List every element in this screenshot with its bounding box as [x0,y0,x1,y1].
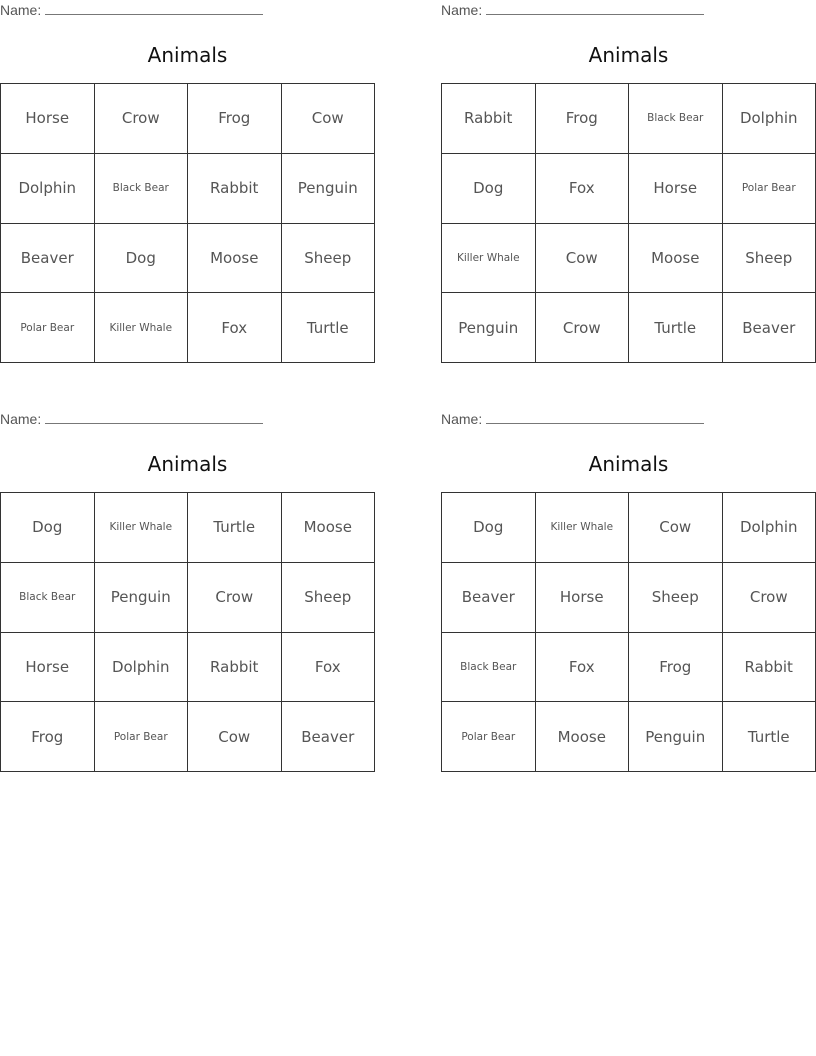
bingo-grid [441,83,816,363]
name-blank-line[interactable] [45,0,263,15]
bingo-cell: Horse [536,563,630,633]
bingo-card-2 [441,0,816,365]
bingo-grid [0,83,375,363]
bingo-grid [0,492,375,772]
bingo-cell: Killer Whale [536,493,630,563]
bingo-cell: Dolphin [723,493,816,563]
card-title: Animals [147,452,228,476]
bingo-cell: Frog [1,702,95,772]
bingo-cell: Horse [629,154,723,224]
bingo-cell: Cow [536,224,630,294]
bingo-card-3 [0,409,375,774]
bingo-cell: Crow [723,563,816,633]
bingo-cell: Fox [188,293,282,363]
bingo-cell: Sheep [282,563,376,633]
name-field[interactable] [441,0,711,20]
name-blank-line[interactable] [486,409,704,424]
bingo-cell: Rabbit [442,84,536,154]
bingo-cell: Frog [188,84,282,154]
name-field[interactable] [0,409,270,429]
bingo-cell: Black Bear [95,154,189,224]
bingo-cell: Dog [442,493,536,563]
bingo-cell: Cow [282,84,376,154]
bingo-cell: Rabbit [723,633,816,703]
bingo-cell: Black Bear [442,633,536,703]
bingo-cell: Moose [629,224,723,294]
bingo-cell: Fox [536,633,630,703]
bingo-cell: Penguin [629,702,723,772]
bingo-cell: Turtle [188,493,282,563]
name-field[interactable] [0,0,270,20]
card-title: Animals [588,43,669,67]
bingo-cell: Sheep [629,563,723,633]
bingo-cell: Killer Whale [95,293,189,363]
bingo-cell: Polar Bear [723,154,816,224]
bingo-cell: Horse [1,84,95,154]
bingo-cell: Moose [282,493,376,563]
card-title: Animals [588,452,669,476]
bingo-cell: Fox [536,154,630,224]
name-blank-line[interactable] [45,409,263,424]
bingo-cell: Rabbit [188,633,282,703]
name-blank-line[interactable] [486,0,704,15]
bingo-cell: Crow [188,563,282,633]
bingo-cell: Sheep [282,224,376,294]
bingo-cell: Beaver [442,563,536,633]
bingo-cell: Killer Whale [442,224,536,294]
bingo-cell: Cow [188,702,282,772]
bingo-cell: Fox [282,633,376,703]
name-label: Name: [441,2,483,18]
bingo-cell: Dolphin [1,154,95,224]
card-title: Animals [147,43,228,67]
bingo-cell: Penguin [95,563,189,633]
bingo-cell: Crow [95,84,189,154]
bingo-cell: Polar Bear [442,702,536,772]
bingo-cell: Cow [629,493,723,563]
bingo-cell: Dog [95,224,189,294]
bingo-cell: Dog [1,493,95,563]
bingo-cell: Turtle [282,293,376,363]
bingo-card-4 [441,409,816,774]
name-label: Name: [441,411,483,427]
bingo-cell: Frog [536,84,630,154]
bingo-cell: Moose [536,702,630,772]
bingo-cell: Frog [629,633,723,703]
bingo-card-1 [0,0,375,365]
bingo-cell: Turtle [629,293,723,363]
bingo-cell: Rabbit [188,154,282,224]
bingo-cell: Dog [442,154,536,224]
name-field[interactable] [441,409,711,429]
bingo-cell: Dolphin [723,84,816,154]
bingo-cell: Black Bear [629,84,723,154]
bingo-cell: Horse [1,633,95,703]
bingo-cell: Polar Bear [95,702,189,772]
bingo-cell: Beaver [1,224,95,294]
bingo-cell: Beaver [282,702,376,772]
bingo-cell: Moose [188,224,282,294]
bingo-cell: Black Bear [1,563,95,633]
bingo-cell: Turtle [723,702,816,772]
bingo-cell: Penguin [282,154,376,224]
bingo-cell: Sheep [723,224,816,294]
bingo-cell: Killer Whale [95,493,189,563]
bingo-cell: Penguin [442,293,536,363]
name-label: Name: [0,411,42,427]
bingo-grid [441,492,816,772]
bingo-cell: Beaver [723,293,816,363]
bingo-cell: Crow [536,293,630,363]
bingo-cell: Dolphin [95,633,189,703]
name-label: Name: [0,2,42,18]
bingo-cell: Polar Bear [1,293,95,363]
